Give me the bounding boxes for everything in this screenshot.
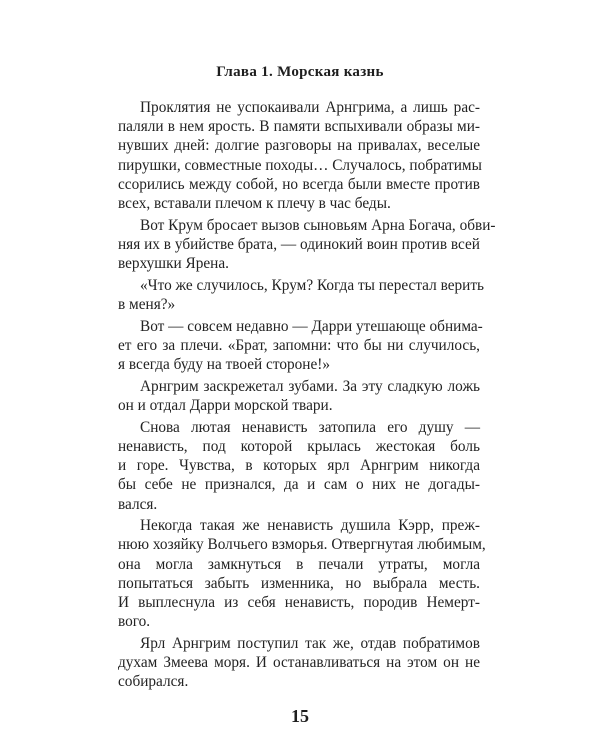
text-line: вался. — [118, 495, 158, 513]
text-line: ненависть, под которой крылась жестокая боль — [118, 437, 480, 455]
text-line: Некогда такая же ненависть душила Кэрр, преж- — [140, 517, 480, 535]
text-line: духам Змеева моря. И останавливаться на этом он не — [118, 654, 480, 672]
page-number: 15 — [291, 706, 309, 726]
text-line: ссорились между собой, но всегда были вместе против — [118, 175, 480, 193]
text-line: попытаться забыть изменника, но выбрала месть. — [118, 574, 480, 592]
text-line: собирался. — [118, 673, 189, 691]
chapter-title: Глава 1. Морская казнь — [216, 64, 384, 80]
text-line: И выплеснула из себя ненависть, породив Немерт- — [118, 594, 480, 611]
text-line: паляли в нем ярость. В памяти вспыхивали образы ми- — [118, 118, 480, 136]
text-line: в меня?» — [118, 296, 176, 313]
text-line: вого. — [118, 613, 151, 631]
text-line: няя их в убийстве брата, — одинокий воин против всей — [118, 235, 480, 253]
text-line: пирушки, совместные походы… Случалось, побратимы — [118, 156, 482, 174]
text-line: Ярл Арнгрим поступил так же, отдав побратимов — [140, 634, 480, 652]
text-line: Проклятия не успокаивали Арнгрима, а лишь рас- — [140, 99, 480, 116]
text-line: нувших дней: долгие разговоры на привалах, веселые — [118, 137, 480, 155]
text-line: и горе. Чувства, в которых ярл Арнгрим никогда — [118, 457, 480, 475]
text-line: Вот — совсем недавно — Дарри утешающе обнима- — [140, 317, 483, 335]
text-line: она могла замкнуться в печали утраты, могла — [118, 555, 480, 573]
text-line: Снова лютая ненависть затопила его душу — — [140, 418, 480, 436]
text-line: Арнгрим заскрежетал зубами. За эту сладкую ложь — [140, 377, 480, 395]
text-line: «Что же случилось, Крум? Когда ты перестал верить — [140, 276, 484, 294]
text-line: Вот Крум бросает вызов сыновьям Арна Богача, обви- — [140, 216, 496, 234]
text-line: он и отдал Дарри морской твари. — [118, 397, 333, 414]
text-line: я всегда буду на твоей стороне!» — [118, 356, 330, 374]
text-line: ет его за плечи. «Брат, запомни: что бы ни случилось, — [118, 336, 480, 354]
text-line: всех, вставали плечом к плечу в час беды. — [118, 195, 391, 212]
text-line: верхушки Ярена. — [118, 255, 229, 273]
text-line: бы себе не признался, да и сам о них не догады- — [118, 476, 480, 494]
text-line: нюю хозяйку Волчьего взморья. Отвергнутая любимым, — [118, 536, 486, 554]
